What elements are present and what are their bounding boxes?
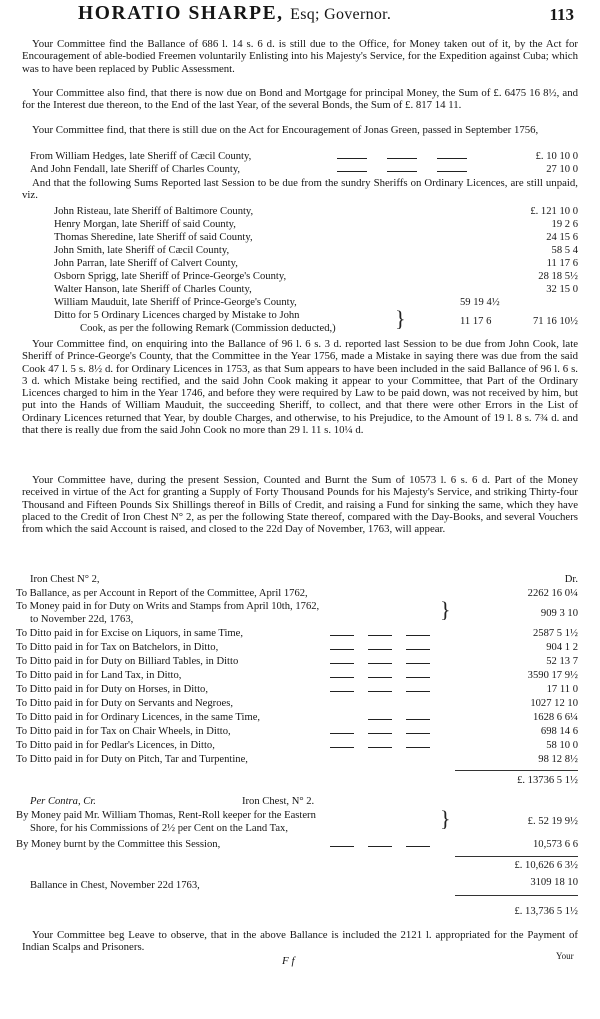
- leader-dash: [437, 158, 467, 159]
- header-title: [78, 3, 391, 25]
- paragraph-cuba: Your Committee find the Ballance of 686 l. 14 s. 6 d. is still due to the Office, for Money taken out of it, by the Act for Encouragement of able-bodied Freemen voluntarily Enlisting into his Majesty's Service, for the Expedition against Cuba; which was to have been replaced by Public Assessment.: [22, 38, 578, 75]
- ledger-row-2: To Money paid in for Duty on Writs and Stamps from April 10th, 1762,: [16, 601, 320, 612]
- leader-dash: [330, 846, 354, 847]
- contra-chest: Iron Chest, N° 2.: [242, 796, 315, 807]
- header-title-rest: Esq; Governor.: [290, 6, 392, 23]
- sum-rule: [455, 856, 578, 857]
- leader-dash: [406, 719, 430, 720]
- sheriff-amount-6: 28 18 5½: [538, 271, 578, 282]
- leader-dash: [387, 158, 417, 159]
- contra-subtotal: £. 10,626 6 3½: [514, 860, 578, 871]
- ledger-heading: Iron Chest N° 2,: [30, 574, 100, 585]
- ditto-amount: 71 16 10½: [532, 316, 578, 327]
- brace-symbol: }: [395, 306, 406, 331]
- ballance-amount: 3109 18 10: [530, 877, 578, 888]
- sheriff-subamount-8: 59 19 4½: [460, 297, 500, 308]
- sheriff-line-5: John Parran, late Sheriff of Calvert County,: [54, 258, 238, 269]
- running-header: [0, 3, 600, 29]
- leader-dash: [330, 635, 354, 636]
- ledger-amount-12: 58 10 0: [546, 740, 578, 751]
- sheriff-amount-2: 19 2 6: [551, 219, 578, 230]
- brace-symbol: }: [440, 806, 451, 831]
- sheriff-line-3: Thomas Sheredine, late Sheriff of said County,: [54, 232, 253, 243]
- paragraph-sheriffs: And that the following Sums Reported last Session to be due from the sundry Sheriffs on Ordinary Licences, are still unpaid, viz.: [22, 177, 578, 202]
- sheriff-line-2: Henry Morgan, late Sheriff of said County,: [54, 219, 236, 230]
- leader-dash: [437, 171, 467, 172]
- ditto-line-2: Cook, as per the following Remark (Commission deducted,): [80, 323, 336, 334]
- ledger-row-3: to November 22d, 1763,: [30, 614, 134, 625]
- ledger-row-10: To Ditto paid in for Ordinary Licences, in the same Time,: [16, 712, 261, 723]
- debtor-amount-2: 27 10 0: [546, 164, 578, 175]
- catchword: Your: [556, 951, 574, 961]
- ledger-row-8: To Ditto paid in for Duty on Horses, in Ditto,: [16, 684, 208, 695]
- leader-dash: [406, 677, 430, 678]
- leader-dash: [406, 747, 430, 748]
- ledger-amount-13: 98 12 8½: [538, 754, 578, 765]
- leader-dash: [368, 747, 392, 748]
- debtor-amount-1: £. 10 10 0: [535, 151, 578, 162]
- ledger-amount-9: 1027 12 10: [530, 698, 578, 709]
- leader-dash: [368, 719, 392, 720]
- ledger-amount-8: 17 11 0: [546, 684, 578, 695]
- leader-dash: [406, 663, 430, 664]
- ledger-amount-1: 2262 16 0¼: [527, 588, 578, 599]
- signature-mark: F f: [282, 955, 295, 967]
- leader-dash: [330, 649, 354, 650]
- ledger-row-13: To Ditto paid in for Duty on Pitch, Tar and Turpentine,: [16, 754, 248, 765]
- leader-dash: [368, 846, 392, 847]
- ledger-amount-3: 909 3 10: [540, 608, 578, 619]
- sheriff-line-8: William Mauduit, late Sheriff of Prince-George's County,: [54, 297, 297, 308]
- paragraph-john-cook: Your Committee find, on enquiring into the Ballance of 96 l. 6 s. 3 d. reported last Session to be due from John Cook, late Sheriff of Prince-George's County, that the Committee in the Year 1756, made a Mistake in saying there was due from the said Cook 47 l. 5 s. 8½ d. for Ordinary Licences in 1753, as that Sum appears to have been included in the said Ballance of 96 l. 6 s. 3 d. which Mistake being rectified, and the said John Cook making it appear to your Committee, that Part of the Ordinary Licences charged to him in the Year 1746, and before they were required by Law to be paid down, was not received by him, but put into the Hands of William Mauduit, the succeeding Sheriff, to collect, and that there were other Errors in the List of Ordinary Licences returned that Year, by double Charges, and otherwise, to his Prejudice, to the Amount of 19 l. 8 s. 7¾ d. and that there is really due from the said John Cook no more than 29 l. 11 s. 10¼ d.: [22, 338, 578, 437]
- sheriff-line-7: Walter Hanson, late Sheriff of Charles County,: [54, 284, 252, 295]
- debtor-line-2: And John Fendall, late Sheriff of Charles County,: [30, 164, 241, 175]
- ledger-row-5: To Ditto paid in for Tax on Batchelors, in Ditto,: [16, 642, 219, 653]
- ledger-dr: Dr.: [564, 574, 578, 585]
- leader-dash: [406, 691, 430, 692]
- ledger-row-12: To Ditto paid in for Pedlar's Licences, in Ditto,: [16, 740, 215, 751]
- contra-row-1-line-1: By Money paid Mr. William Thomas, Rent-Roll keeper for the Eastern: [16, 810, 316, 821]
- ditto-subamount: 11 17 6: [460, 316, 492, 327]
- leader-dash: [368, 733, 392, 734]
- ledger-row-6: To Ditto paid in for Duty on Billiard Tables, in Ditto: [16, 656, 239, 667]
- sheriff-amount-3: 24 15 6: [546, 232, 578, 243]
- sum-rule: [455, 895, 578, 896]
- contra-heading: Per Contra, Cr.: [30, 796, 96, 807]
- leader-dash: [368, 691, 392, 692]
- contra-total: £. 13,736 5 1½: [514, 906, 578, 917]
- leader-dash: [368, 635, 392, 636]
- leader-dash: [337, 158, 367, 159]
- leader-dash: [406, 649, 430, 650]
- ledger-amount-11: 698 14 6: [540, 726, 578, 737]
- ledger-total: £. 13736 5 1½: [517, 775, 578, 786]
- ballance-line: Ballance in Chest, November 22d 1763,: [30, 880, 200, 891]
- leader-dash: [330, 747, 354, 748]
- sheriff-amount-5: 11 17 6: [546, 258, 578, 269]
- contra-row-2: By Money burnt by the Committee this Session,: [16, 839, 221, 850]
- brace-symbol: }: [440, 597, 451, 622]
- sheriff-line-6: Osborn Sprigg, late Sheriff of Prince-George's County,: [54, 271, 287, 282]
- sum-rule: [455, 770, 578, 771]
- paragraph-jonas-green: Your Committee find, that there is still due on the Act for Encouragement of Jonas Green, passed in September 1756,: [32, 124, 539, 136]
- sheriff-amount-1: £. 121 10 0: [530, 206, 578, 217]
- paragraph-indian-scalps: Your Committee beg Leave to observe, that in the above Ballance is included the 2121 l. appropriated for the Payment of Indian Scalps and Prisoners.: [22, 929, 578, 954]
- ledger-amount-10: 1628 6 6¼: [532, 712, 578, 723]
- paragraph-bonds: Your Committee also find, that there is now due on Bond and Mortgage for principal Money, the Sum of £. 6475 16 8½, and for the Interest due thereon, to the End of the last Year, of the several Bonds, the Sum of £. 817 14 11.: [22, 87, 578, 112]
- ledger-amount-4: 2587 5 1½: [532, 628, 578, 639]
- contra-amount-1: £. 52 19 9½: [527, 816, 578, 827]
- ledger-row-11: To Ditto paid in for Tax on Chair Wheels, in Ditto,: [16, 726, 231, 737]
- contra-amount-2: 10,573 6 6: [532, 839, 578, 850]
- sheriff-line-1: John Risteau, late Sheriff of Baltimore County,: [54, 206, 254, 217]
- ledger-row-9: To Ditto paid in for Duty on Servants and Negroes,: [16, 698, 233, 709]
- ledger-row-1: To Ballance, as per Account in Report of the Committee, April 1762,: [16, 588, 308, 599]
- leader-dash: [330, 677, 354, 678]
- page-number: 113: [549, 5, 574, 24]
- header-title-main: HORATIO SHARPE,: [78, 3, 284, 24]
- sheriff-amount-7: 32 15 0: [546, 284, 578, 295]
- leader-dash: [330, 663, 354, 664]
- ditto-line-1: Ditto for 5 Ordinary Licences charged by Mistake to John: [54, 310, 300, 321]
- paragraph-burnt-money: Your Committee have, during the present Session, Counted and Burnt the Sum of 10573 l. 6 s. 6 d. Part of the Money received in virtue of the Act for granting a Supply of Forty Thousand Pounds for his Majesty's Service, and striking Thirty-four Thousand and Fifteen Pounds Six Shillings thereof in Bills of Credit, and raising a Fund for sinking the same, which they have placed to the Credit of Iron Chest N° 2, as per the following State thereof, compared with the Day-Books, and several Vouchers from which the said Account is raised, and closed to the 22d Day of November, 1763, will appear.: [22, 474, 578, 536]
- leader-dash: [330, 733, 354, 734]
- leader-dash: [337, 171, 367, 172]
- ledger-amount-6: 52 13 7: [546, 656, 578, 667]
- contra-row-1-line-2: Shore, for his Commissions of 2½ per Cent on the Land Tax,: [30, 823, 288, 834]
- ledger-row-7: To Ditto paid in for Land Tax, in Ditto,: [16, 670, 182, 681]
- leader-dash: [368, 663, 392, 664]
- ledger-amount-7: 3590 17 9½: [527, 670, 578, 681]
- leader-dash: [406, 733, 430, 734]
- ledger-row-4: To Ditto paid in for Excise on Liquors, in same Time,: [16, 628, 244, 639]
- leader-dash: [406, 635, 430, 636]
- sheriff-line-4: John Smith, late Sheriff of Cæcil County,: [54, 245, 230, 256]
- leader-dash: [330, 691, 354, 692]
- leader-dash: [406, 846, 430, 847]
- debtor-line-1: From William Hedges, late Sheriff of Cæcil County,: [30, 151, 252, 162]
- leader-dash: [368, 649, 392, 650]
- ledger-amount-5: 904 1 2: [546, 642, 578, 653]
- sheriff-amount-4: 58 5 4: [551, 245, 578, 256]
- leader-dash: [387, 171, 417, 172]
- leader-dash: [368, 677, 392, 678]
